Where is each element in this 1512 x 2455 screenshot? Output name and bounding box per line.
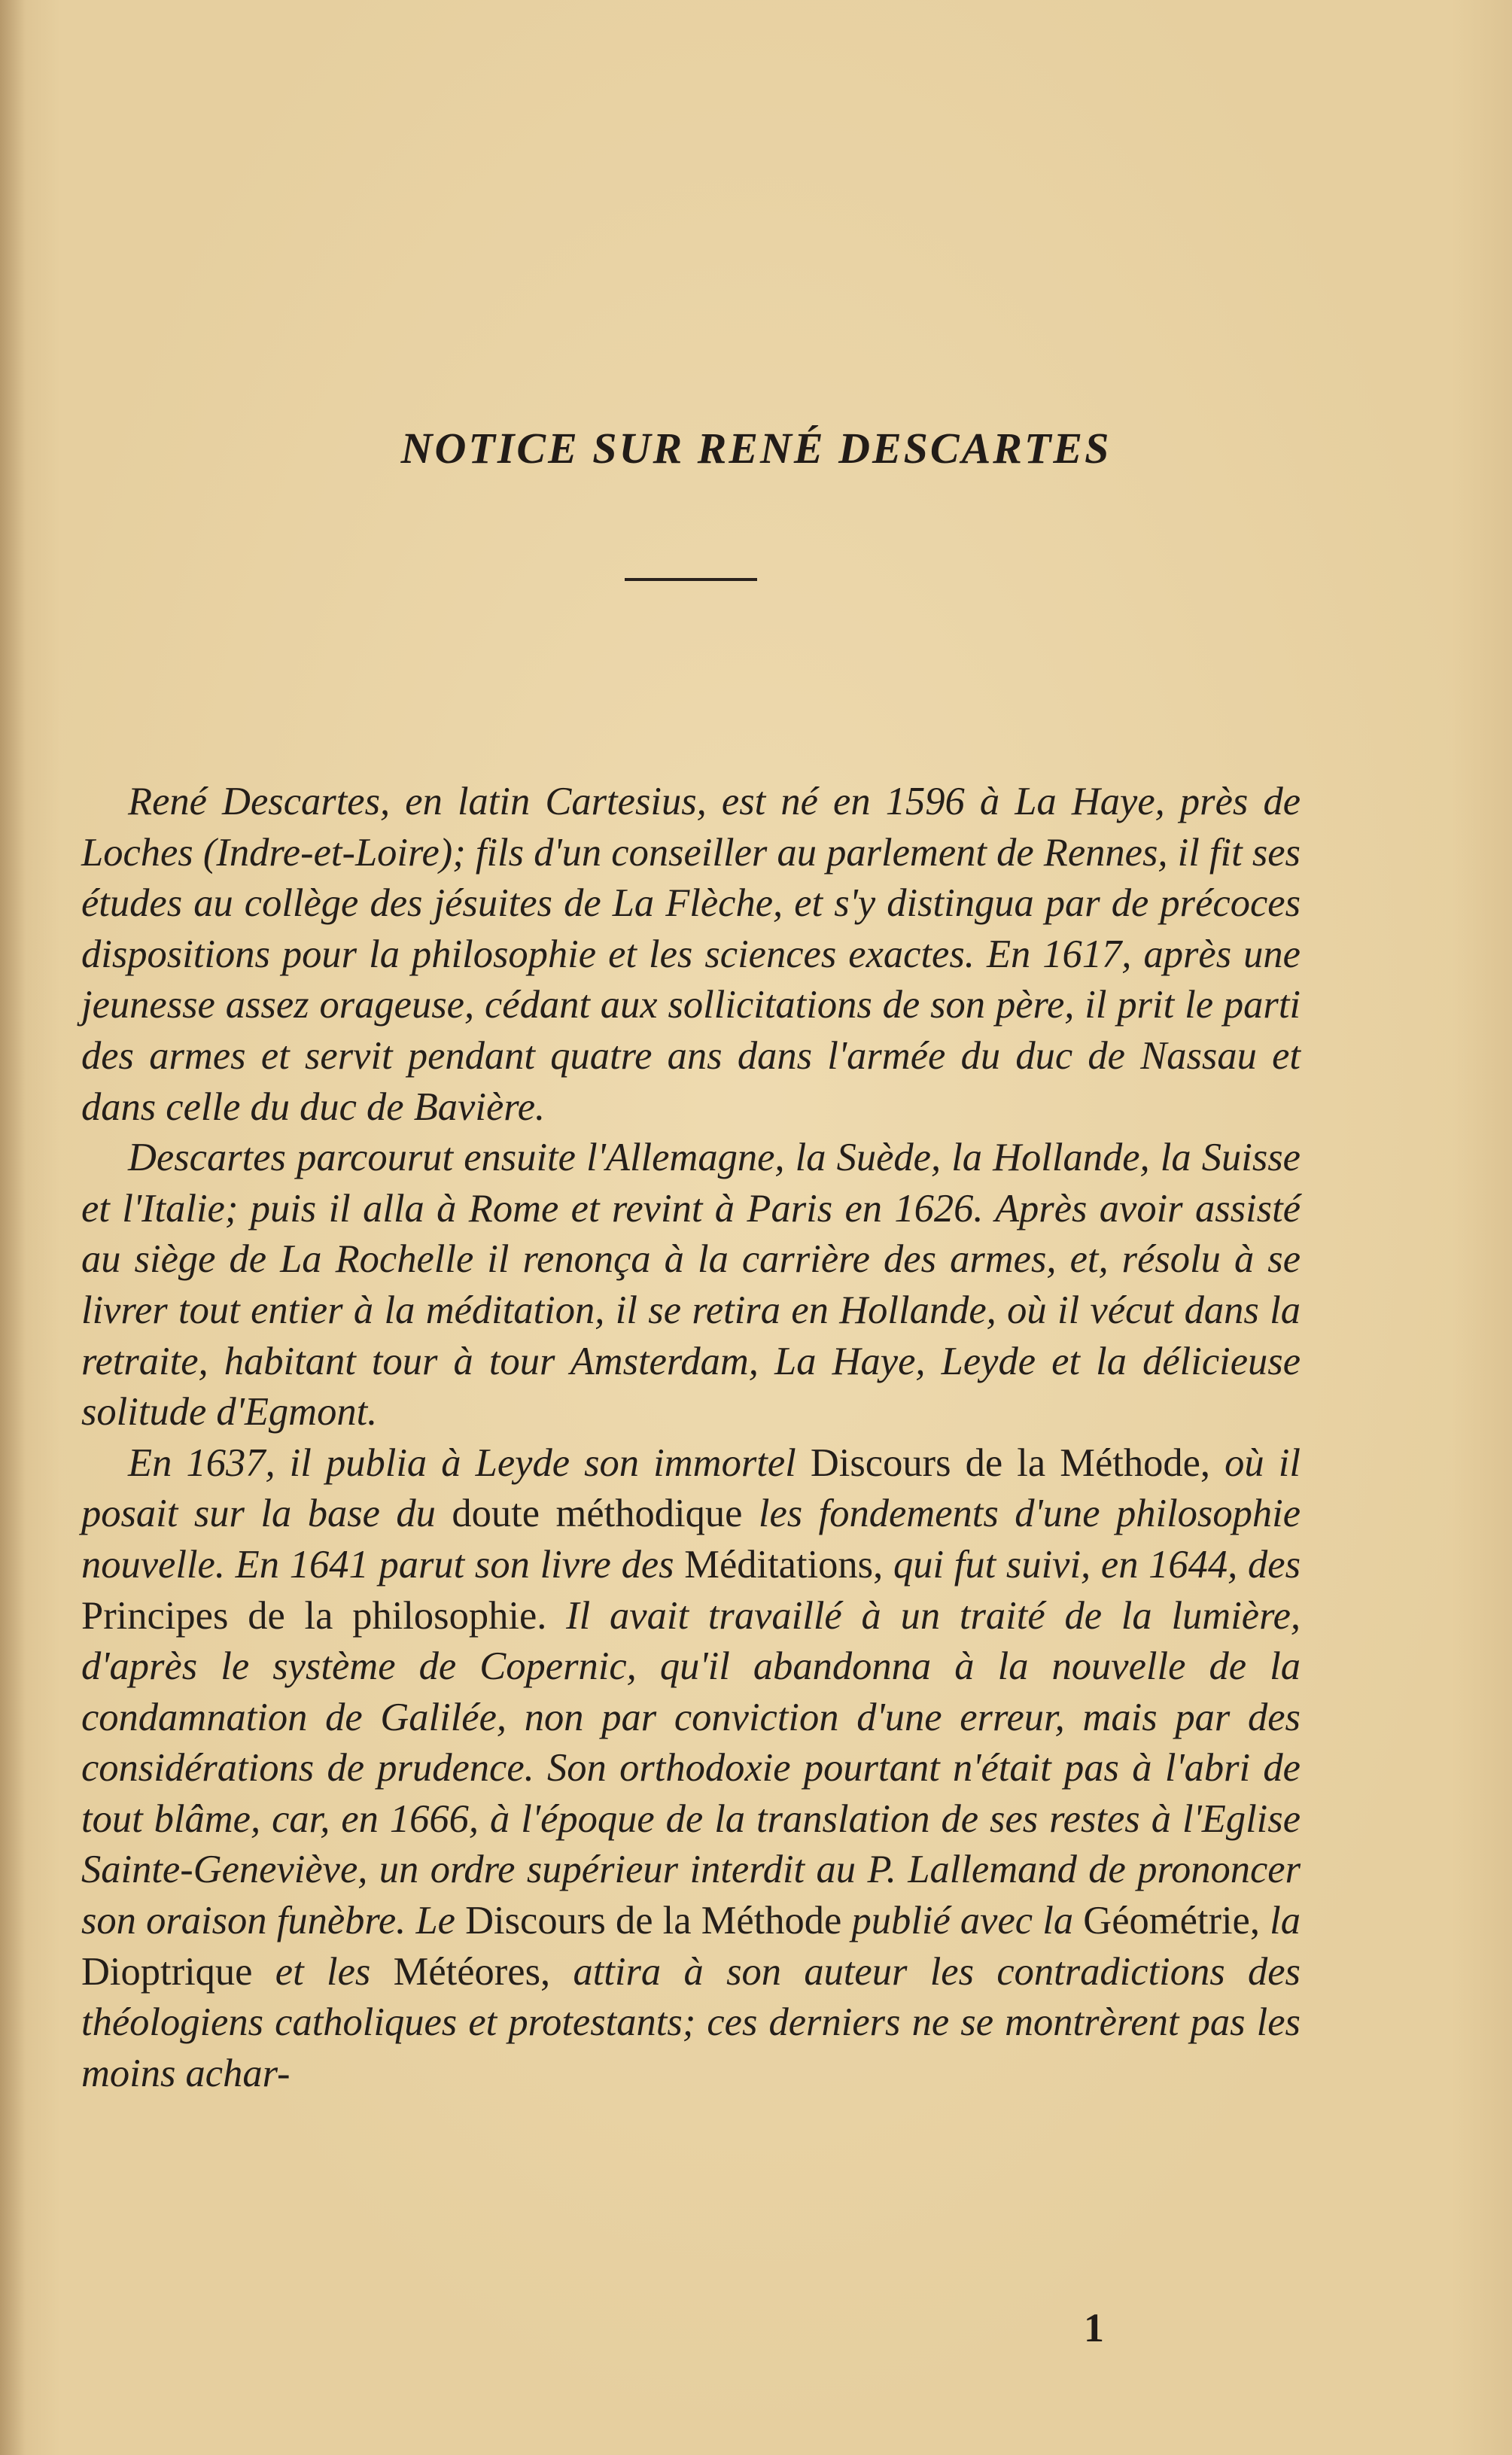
page-number: 1	[1084, 2305, 1104, 2350]
paragraph	[81, 777, 1301, 1133]
text-run: les fondements d'une philosophie nouvelle. En 1641 parut son livre des	[81, 1492, 1301, 1586]
paragraph	[81, 1133, 1301, 1438]
work-title-text: Discours de la Méthode	[465, 1899, 842, 1943]
title-divider	[625, 578, 757, 581]
text-run: Descartes parcourut ensuite l'Allemagne, la Suède, la Hollande, la Suisse et l'Italie; puis il alla à Rome et revint à Paris en 1626. Après avoir assisté au siège de La Rochelle il renonça à la carrière des armes, et, résolu à se livrer tout entier à la méditation, il se retira en Hollande, où il vécut dans la retraite, habitant tour à tour Amsterdam, La Haye, Leyde et la délicieuse solitude d'Egmont.	[81, 1136, 1301, 1434]
work-title-text: Météores,	[393, 1949, 551, 1994]
text-run: attira à son auteur les contradictions des théologiens catholiques et protestants; ces derniers ne se montrèrent pas les moins achar-	[81, 1949, 1301, 2095]
text-run: qui fut suivi, en 1644, des	[883, 1542, 1301, 1586]
work-title-text: Méditations,	[684, 1542, 884, 1586]
binding-shadow	[0, 0, 26, 2455]
work-title-text: doute méthodique	[452, 1492, 743, 1536]
text-run: la	[1259, 1899, 1301, 1943]
work-title-text: Principes de la philosophie.	[81, 1593, 547, 1638]
page-title: NOTICE SUR RENÉ DESCARTES	[400, 424, 1112, 473]
text-run: où il posait sur la base du	[81, 1440, 1301, 1536]
body-text	[81, 777, 1301, 2099]
text-run: René Descartes, en latin Cartesius, est né en 1596 à La Haye, près de Loches (Indre-et-Loire); fils d'un conseiller au parlement de Rennes, il fit ses études au collège des jésuites de La Flèche, et s'y distingua par de précoces dispositions pour la philosophie et les sciences exactes. En 1617, après une jeunesse assez orageuse, cédant aux sollicitations de son père, il prit le parti des armes et servit pendant quatre ans dans l'armée du duc de Nassau et dans celle du duc de Bavière.	[81, 780, 1301, 1129]
text-run: publié avec la	[841, 1899, 1084, 1943]
work-title-text: Dioptrique	[81, 1949, 253, 1994]
text-run: En 1637, il publia à Leyde son immortel	[128, 1440, 811, 1485]
paragraph	[81, 1438, 1301, 2100]
work-title-text: Discours de la Méthode,	[810, 1440, 1211, 1485]
text-run: et les	[252, 1949, 394, 1994]
text-run: Il avait travaillé à un traité de la lumière, d'après le système de Copernic, qu'il abandonna à la nouvelle de la condamnation de Galilée, non par conviction d'une erreur, mais par des considérations de prudence. Son orthodoxie pourtant n'était pas à l'abri de tout blâme, car, en 1666, à l'époque de la translation de ses restes à l'Eglise Sainte-Geneviève, un ordre supérieur interdit au P. Lallemand de prononcer son oraison funèbre. Le	[81, 1593, 1301, 1943]
work-title-text: Géométrie,	[1083, 1899, 1260, 1943]
